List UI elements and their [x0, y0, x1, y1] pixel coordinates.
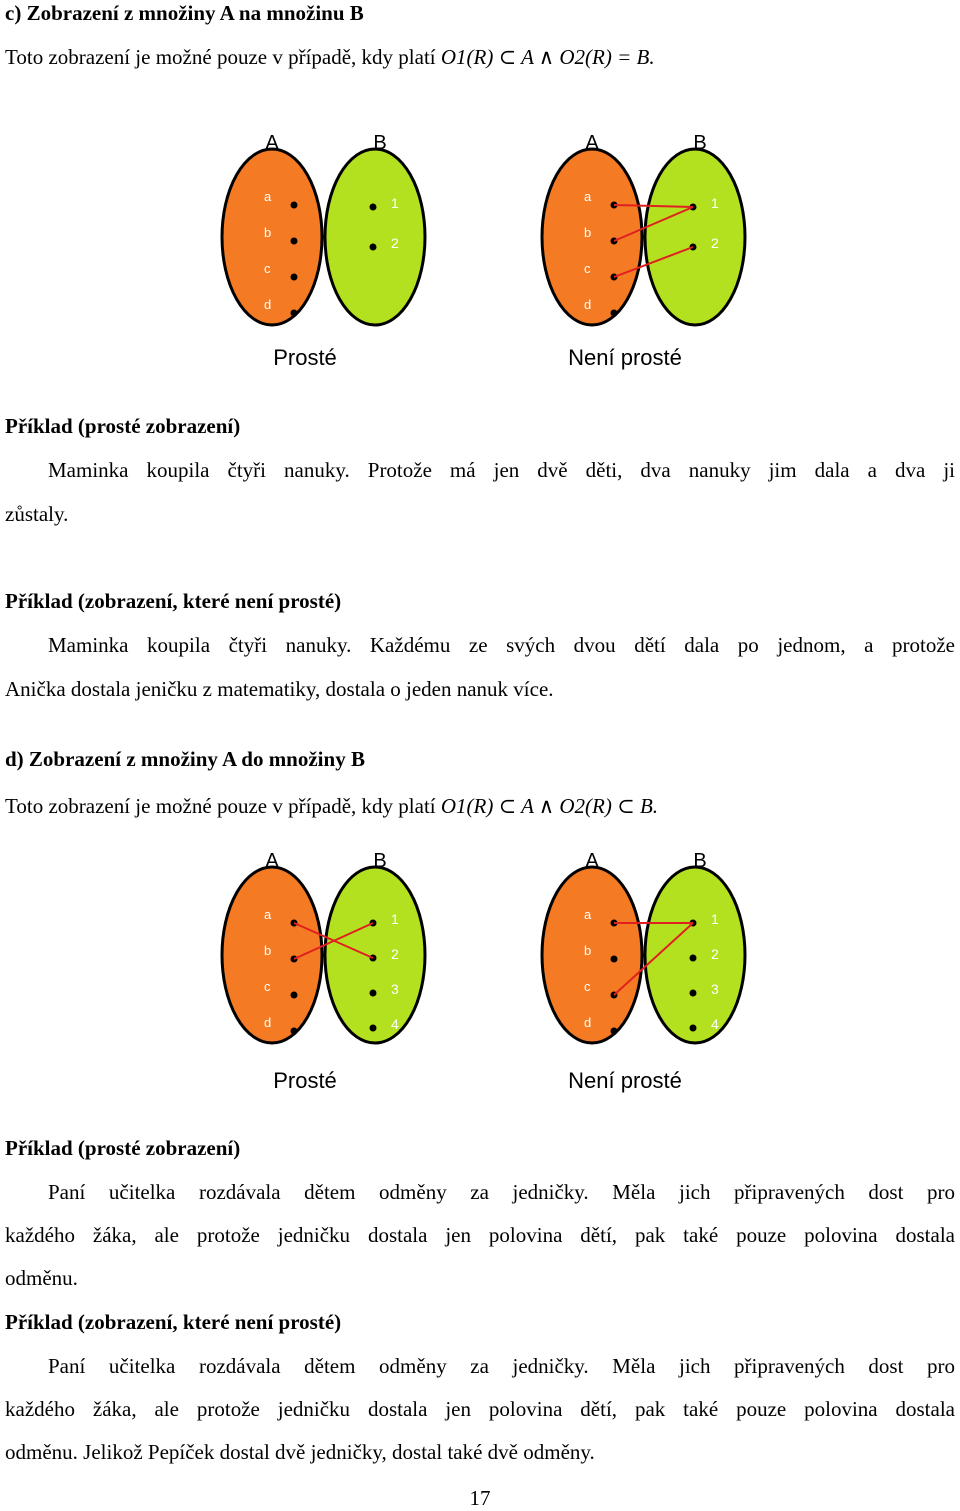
example3-line1: Paní učitelka rozdávala dětem odměny za jedničky. Měla jich připravených dost pro [48, 1180, 955, 1204]
set-a-ellipse [222, 149, 322, 325]
set-a-element-dot [291, 238, 298, 245]
set-a-element-label: a [264, 189, 272, 204]
set-b-element-label: 4 [391, 1016, 399, 1032]
set-a-element-label: d [264, 1015, 272, 1030]
set-a-element-label: c [584, 261, 591, 276]
set-a-element-label: d [264, 297, 272, 312]
example2-line1: Maminka koupila čtyři nanuky. Každému ze svých dvou dětí dala po jednom, a protože [48, 633, 955, 657]
set-a-element-label: c [584, 979, 591, 994]
set-b-label: B [373, 850, 387, 872]
set-a-element-dot [291, 274, 298, 281]
set-b-label: B [693, 132, 707, 154]
section-c-formula: O1(R) ⊂ A ∧ O2(R) = B. [440, 45, 655, 69]
set-a-label: A [265, 132, 279, 154]
set-b-ellipse [325, 867, 425, 1043]
set-a-ellipse [222, 867, 322, 1043]
diagram-caption: Není prosté [568, 345, 682, 370]
example3-line3: odměnu. [5, 1266, 78, 1290]
set-b-element-label: 1 [391, 911, 399, 927]
set-a-element-label: d [584, 1015, 592, 1030]
set-b-element-dot [690, 1025, 697, 1032]
set-a-element-label: b [584, 943, 592, 958]
set-a-element-label: c [264, 979, 271, 994]
diagram-caption: Prosté [273, 345, 337, 370]
set-b-element-label: 2 [391, 235, 399, 251]
set-b-label: B [373, 132, 387, 154]
example4-heading: Příklad (zobrazení, které není prosté) [5, 1310, 342, 1334]
set-b-element-label: 4 [711, 1016, 719, 1032]
diagram-c-2 [530, 125, 770, 375]
set-a-element-dot [291, 202, 298, 209]
example2-heading: Příklad (zobrazení, které není prosté) [5, 589, 342, 613]
section-d-condition [5, 793, 658, 819]
set-b-element-dot [690, 990, 697, 997]
set-b-element-label: 1 [711, 195, 719, 211]
set-a-element-label: b [584, 225, 592, 240]
example3-heading: Příklad (prosté zobrazení) [5, 1136, 241, 1160]
set-a-element-label: b [264, 943, 272, 958]
diagram-caption: Není prosté [568, 1068, 682, 1093]
diagram-d-2 [530, 843, 770, 1098]
section-c-condition [5, 44, 655, 70]
set-a-element-dot [611, 956, 618, 963]
set-b-element-label: 2 [711, 946, 719, 962]
set-b-element-dot [690, 955, 697, 962]
example1-line2: zůstaly. [5, 502, 69, 526]
set-b-element-label: 2 [391, 946, 399, 962]
set-b-element-label: 3 [711, 981, 719, 997]
set-a-ellipse [542, 867, 642, 1043]
diagram-caption: Prosté [273, 1068, 337, 1093]
example3-line2: každého žáka, ale protože jedničku dostala jen polovina dětí, pak také pouze polovina dostala [5, 1223, 955, 1247]
set-a-element-dot [291, 1028, 298, 1035]
diagram-c-1 [210, 125, 450, 375]
section-d-formula: O1(R) ⊂ A ∧ O2(R) ⊂ B. [440, 794, 659, 818]
section-c-heading: c) Zobrazení z množiny A na množinu B [5, 1, 364, 25]
page-number: 17 [469, 1486, 491, 1510]
set-a-element-dot [611, 1028, 618, 1035]
set-a-element-label: a [264, 907, 272, 922]
set-b-element-label: 1 [711, 911, 719, 927]
set-b-element-dot [370, 990, 377, 997]
set-b-label: B [693, 850, 707, 872]
set-a-element-dot [611, 310, 618, 317]
set-a-element-label: b [264, 225, 272, 240]
diagram-d-1 [210, 843, 450, 1098]
set-a-label: A [585, 132, 599, 154]
set-a-element-label: c [264, 261, 271, 276]
set-b-element-dot [370, 1025, 377, 1032]
set-a-element-label: a [584, 907, 592, 922]
set-a-ellipse [542, 149, 642, 325]
set-b-element-dot [370, 244, 377, 251]
set-b-ellipse [645, 867, 745, 1043]
example1-heading: Příklad (prosté zobrazení) [5, 414, 241, 438]
set-b-element-label: 3 [391, 981, 399, 997]
section-c-condition-text: Toto zobrazení je možné pouze v případě, kdy platí [5, 45, 436, 69]
set-a-element-label: a [584, 189, 592, 204]
set-b-element-label: 1 [391, 195, 399, 211]
section-d-heading: d) Zobrazení z množiny A do množiny B [5, 747, 365, 771]
example1-line1: Maminka koupila čtyři nanuky. Protože má jen dvě děti, dva nanuky jim dala a dva ji [48, 458, 955, 482]
set-a-label: A [265, 850, 279, 872]
example2-line2: Anička dostala jeničku z matematiky, dostala o jeden nanuk více. [5, 677, 554, 701]
set-a-element-label: d [584, 297, 592, 312]
set-b-ellipse [325, 149, 425, 325]
set-a-label: A [585, 850, 599, 872]
set-a-element-dot [291, 310, 298, 317]
set-b-ellipse [645, 149, 745, 325]
section-d-condition-text: Toto zobrazení je možné pouze v případě, kdy platí [5, 794, 436, 818]
example4-line3: odměnu. Jelikož Pepíček dostal dvě jedničky, dostal také dvě odměny. [5, 1440, 595, 1464]
set-b-element-label: 2 [711, 235, 719, 251]
set-b-element-dot [370, 204, 377, 211]
example4-line1: Paní učitelka rozdávala dětem odměny za jedničky. Měla jich připravených dost pro [48, 1354, 955, 1378]
set-a-element-dot [291, 992, 298, 999]
example4-line2: každého žáka, ale protože jedničku dostala jen polovina dětí, pak také pouze polovina dostala [5, 1397, 955, 1421]
